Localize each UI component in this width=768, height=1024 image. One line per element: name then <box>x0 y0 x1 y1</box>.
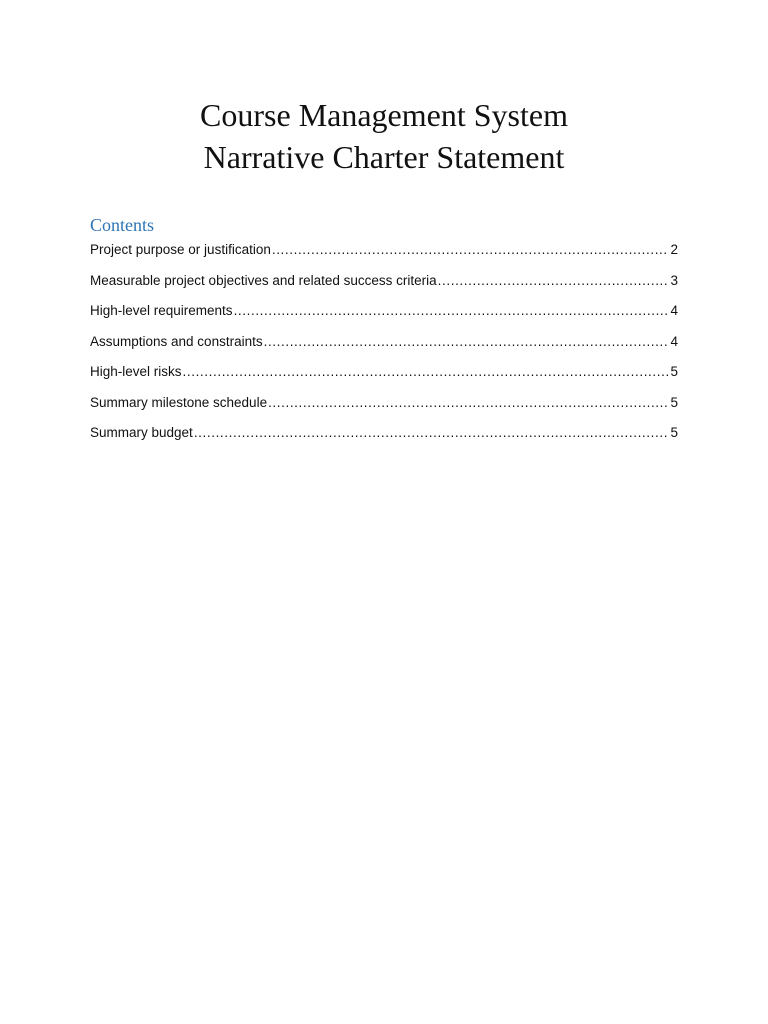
table-of-contents <box>90 238 678 452</box>
toc-dot-leader <box>194 421 670 445</box>
toc-item-label: Measurable project objectives and related success criteria <box>90 272 437 288</box>
toc-dot-leader <box>183 360 670 384</box>
toc-item-risks[interactable] <box>90 360 678 391</box>
toc-item-requirements[interactable] <box>90 299 678 330</box>
toc-dot-leader <box>438 269 670 293</box>
toc-item-milestones[interactable] <box>90 391 678 422</box>
toc-page-number: 3 <box>670 272 678 288</box>
toc-page-number: 2 <box>670 242 678 257</box>
title-line-1: Course Management System <box>200 97 568 133</box>
toc-page-number: 4 <box>670 333 678 349</box>
toc-item-label: Project purpose or justification <box>90 242 271 257</box>
title-line-2: Narrative Charter Statement <box>203 139 565 175</box>
contents-heading: Contents <box>90 215 155 235</box>
toc-page-number: 5 <box>670 394 678 410</box>
toc-item-assumptions[interactable] <box>90 330 678 361</box>
toc-item-label: Summary budget <box>90 425 193 440</box>
toc-dot-leader <box>272 238 670 262</box>
toc-item-label: High-level risks <box>90 364 182 379</box>
toc-item-objectives[interactable] <box>90 269 678 300</box>
toc-page-number: 5 <box>670 364 678 379</box>
toc-dot-leader <box>268 391 669 415</box>
toc-item-label: High-level requirements <box>90 303 233 318</box>
toc-dot-leader <box>264 330 670 354</box>
toc-dot-leader <box>234 299 670 323</box>
toc-page-number: 4 <box>670 303 678 318</box>
document-title <box>0 94 768 178</box>
toc-item-purpose[interactable] <box>90 238 678 269</box>
toc-item-label: Summary milestone schedule <box>90 394 268 410</box>
toc-item-budget[interactable] <box>90 421 678 452</box>
toc-item-label: Assumptions and constraints <box>90 333 263 349</box>
toc-page-number: 5 <box>670 425 678 440</box>
